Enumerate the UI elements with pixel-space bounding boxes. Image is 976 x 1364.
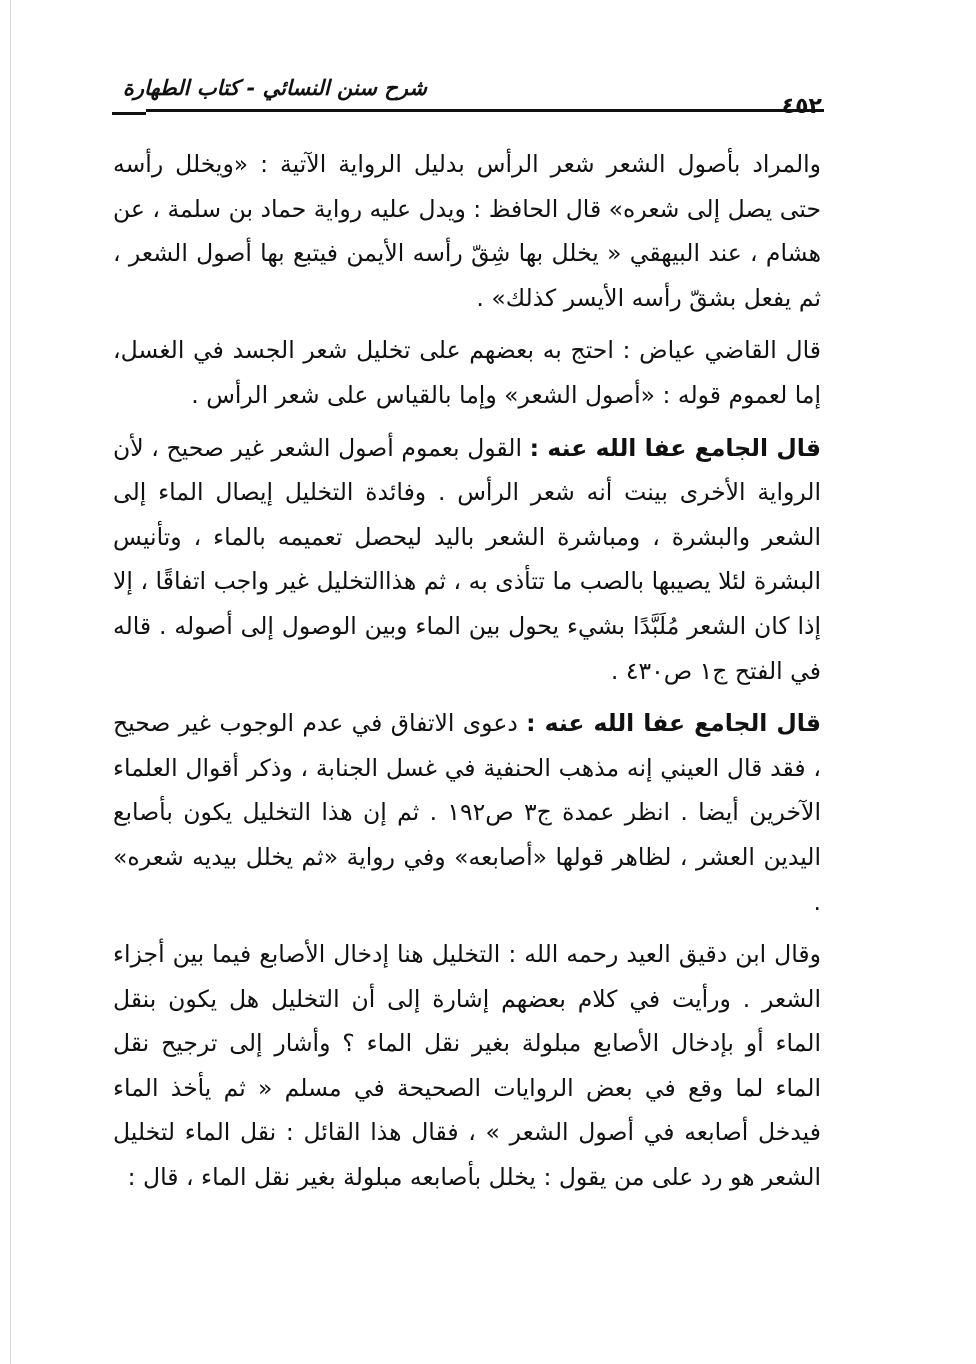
paragraph-gap xyxy=(113,693,821,701)
paragraph-gap xyxy=(113,418,821,426)
paragraph-3-text: القول بعموم أصول الشعر غير صحيح ، لأن الرواية الأخرى بينت أنه شعر الرأس . وفائدة التخليل إيصال الماء إلى الشعر والبشرة ، ومباشرة الشعر باليد ليحصل تعميمه بالماء ، وتأنيس البشرة لئلا يصيبها بالصب ما تتأذى به ، ثم هذاالتخليل غير واجب اتفاقًا ، إلا إذا كان الشعر مُلَبَّدًا بشيء يحول بين الماء وبين الوصول إلى أصوله . قاله في الفتح ج١ ص٤٣٠ . xyxy=(113,433,821,685)
header-rule xyxy=(146,109,824,112)
paragraph-5 xyxy=(113,932,821,1200)
paragraph-3-lead: قال الجامع عفا الله عنه : xyxy=(529,433,821,462)
page-number: ٤٥٢ xyxy=(781,94,822,119)
paragraph-2 xyxy=(113,328,821,417)
paragraph-gap xyxy=(113,320,821,328)
page-header xyxy=(110,60,822,130)
paragraph-1-text: والمراد بأصول الشعر شعر الرأس بدليل الرواية الآتية : «ويخلل رأسه حتى يصل إلى شعره» قال الحافظ : ويدل عليه رواية حماد بن سلمة ، عن هشام ، عند البيهقي « يخلل بها شِقّ رأسه الأيمن فيتبع بها أصول الشعر ، ثم يفعل بشقّ رأسه الأيسر كذلك» . xyxy=(113,150,821,312)
paragraph-3 xyxy=(113,426,821,694)
running-title: شرح سنن النسائي - كتاب الطهارة xyxy=(122,76,427,100)
paragraph-4-lead: قال الجامع عفا الله عنه : xyxy=(526,709,821,738)
paragraph-4-text: دعوى الاتفاق في عدم الوجوب غير صحيح ، فقد قال العيني إنه مذهب الحنفية في غسل الجنابة ، وذكر أقوال العلماء الآخرين أيضا . انظر عمدة ج٣ ص١٩٢ . ثم إن هذا التخليل يكون بأصابع اليدين العشر ، لظاهر قولها «أصابعه» وفي رواية «ثم يخلل بيديه شعره» . xyxy=(113,709,821,916)
main-text xyxy=(113,142,821,1200)
scan-edge-line xyxy=(10,0,11,1364)
paragraph-1 xyxy=(113,142,821,320)
paragraph-2-text: قال القاضي عياض : احتج به بعضهم على تخليل شعر الجسد في الغسل، إما لعموم قوله : «أصول الشعر» وإما بالقياس على شعر الرأس . xyxy=(113,336,821,409)
paragraph-4 xyxy=(113,701,821,924)
page-number-dash xyxy=(112,112,146,115)
paragraph-5-text: وقال ابن دقيق العيد رحمه الله : التخليل هنا إدخال الأصابع فيما بين أجزاء الشعر . ورأيت في كلام بعضهم إشارة إلى أن التخليل هل يكون بنقل الماء أو بإدخال الأصابع مبلولة بغير نقل الماء ؟ وأشار إلى ترجيح نقل الماء لما وقع في بعض الروايات الصحيحة في مسلم « ثم يأخذ الماء فيدخل أصابعه في أصول الشعر » ، فقال هذا القائل : نقل الماء لتخليل الشعر هو رد على من يقول : يخلل بأصابعه مبلولة بغير نقل الماء ، قال : xyxy=(113,940,821,1192)
paragraph-gap xyxy=(113,924,821,932)
